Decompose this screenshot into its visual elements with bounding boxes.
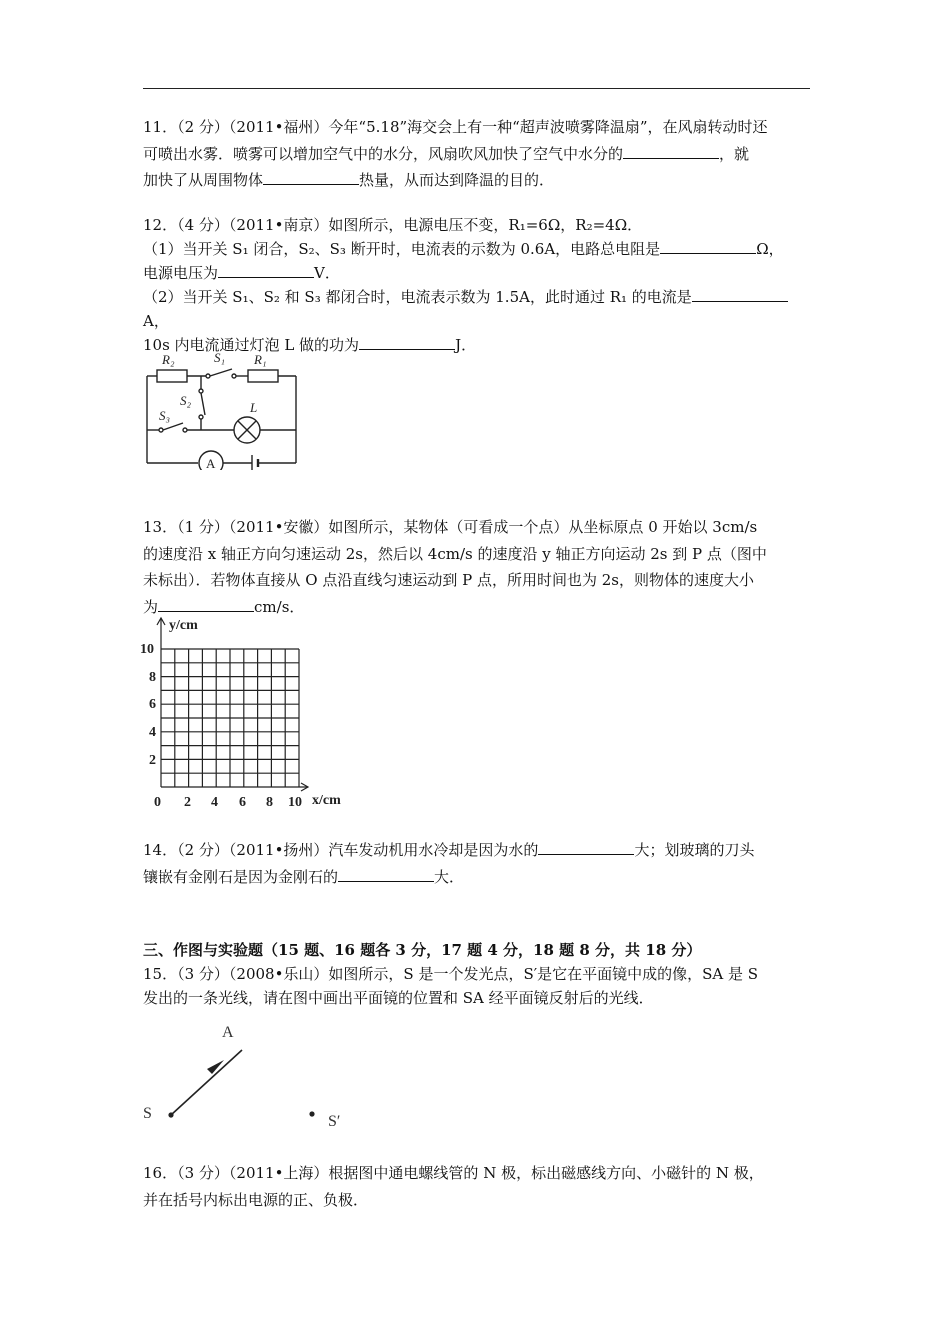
point-s <box>168 1112 173 1117</box>
label-s1: S₁ <box>214 350 226 365</box>
question-11 <box>143 114 811 194</box>
q11-line-3: 加快了从周围物体 热量，从而达到降温的目的． <box>143 171 555 189</box>
q13-line-1: 13．（1 分）（2011•安徽）如图所示，某物体（可看成一个点）从坐标原点 0 开始以 3cm/s <box>143 518 758 536</box>
label-s2: S₂ <box>180 393 192 408</box>
y-tick-2: 2 <box>149 753 156 768</box>
x-tick-0: 0 <box>154 795 161 810</box>
q12-line-3: 电源电压为 V． <box>143 264 340 282</box>
q11-line-1: 11．（2 分）（2011•福州）今年“5.18”海交会上有一种“超声波喷雾降温扇”，在风扇转动时还 <box>143 118 768 136</box>
q12-line-2: （1）当开关 S₁ 闭合，S₂、S₃ 断开时，电流表的示数为 0.6A，电路总电阻是 Ω， <box>143 240 784 258</box>
answer-blank[interactable] <box>359 335 455 350</box>
label-r1: R₁ <box>254 352 267 367</box>
resistor-r2 <box>157 370 187 382</box>
label-r2: R₂ <box>162 352 175 367</box>
section-3 <box>143 938 811 1010</box>
section-title: 三、作图与实验题（15 题、16 题各 3 分，17 题 4 分，18 题 8 分，共 18 分） <box>143 941 702 959</box>
q11-line-2: 可喷出水雾．喷雾可以增加空气中的水分，风扇吹风加快了空气中水分的 ，就 <box>143 144 750 163</box>
label-ammeter: A <box>206 456 216 470</box>
q15-line-1: 15．（3 分）（2008•乐山）如图所示，S 是一个发光点，S′是它在平面镜中成的像，SA 是 S <box>143 965 759 983</box>
y-axis-label: y/cm <box>169 618 198 633</box>
answer-blank[interactable] <box>158 597 254 612</box>
x-tick-8: 8 <box>266 795 273 810</box>
question-16 <box>143 1160 811 1213</box>
coordinate-grid <box>140 612 360 812</box>
label-lamp: L <box>250 400 258 415</box>
answer-blank[interactable] <box>692 287 788 302</box>
q12-line-5: 10s 内电流通过灯泡 L 做的功为 J． <box>143 336 477 354</box>
question-13 <box>143 514 811 620</box>
label-s: S <box>143 1105 152 1122</box>
q13-line-4: 为 cm/s． <box>143 597 305 616</box>
y-tick-8: 8 <box>149 670 156 685</box>
answer-blank[interactable] <box>538 840 634 855</box>
x-tick-10: 10 <box>288 795 302 810</box>
q16-line-1: 16．（3 分）（2011•上海）根据图中通电螺线管的 N 极，标出磁感线方向、小磁针的 N 极， <box>143 1164 764 1182</box>
x-tick-4: 4 <box>211 795 218 810</box>
q15-line-2: 发出的一条光线，请在图中画出平面镜的位置和 SA 经平面镜反射后的光线． <box>143 989 654 1007</box>
q13-line-3: 未标出）．若物体直接从 O 点沿直线匀速运动到 P 点，所用时间也为 2s，则物体的速度大小 <box>143 571 754 589</box>
answer-blank[interactable] <box>660 239 756 254</box>
y-tick-6: 6 <box>149 697 156 712</box>
answer-blank[interactable] <box>338 867 434 882</box>
x-tick-2: 2 <box>184 795 191 810</box>
y-tick-4: 4 <box>149 725 156 740</box>
resistor-r1 <box>248 370 278 382</box>
q13-line-2: 的速度沿 x 轴正方向匀速运动 2s，然后以 4cm/s 的速度沿 y 轴正方向运动 2s 到 P 点（图中 <box>143 544 767 563</box>
answer-blank[interactable] <box>263 170 359 185</box>
q12-line-1: 12．（4 分）（2011•南京）如图所示，电源电压不变，R₁=6Ω，R₂=4Ω． <box>143 216 643 234</box>
y-tick-10: 10 <box>140 642 154 657</box>
x-axis-label: x/cm <box>312 793 341 808</box>
ray-arrow-icon <box>207 1060 224 1074</box>
x-tick-6: 6 <box>239 795 246 810</box>
circuit-diagram <box>140 345 305 470</box>
label-s-prime: S′ <box>328 1113 341 1130</box>
q16-line-2: 并在括号内标出电源的正、负极． <box>143 1190 369 1209</box>
answer-blank[interactable] <box>623 144 719 159</box>
mirror-figure <box>140 1015 360 1135</box>
question-14 <box>143 837 811 890</box>
q12-line-4: （2）当开关 S₁、S₂ 和 S₃ 都闭合时，电流表示数为 1.5A，此时通过 R₁ 的电流是A， <box>143 285 811 333</box>
header-rule <box>143 88 810 89</box>
q14-line-2: 镶嵌有金刚石是因为金刚石的 大． <box>143 867 465 886</box>
label-s3: S₃ <box>159 408 171 423</box>
question-12 <box>143 213 811 357</box>
q14-line-1: 14．（2 分）（2011•扬州）汽车发动机用水冷却是因为水的 大；划玻璃的刀头 <box>143 841 755 859</box>
point-s-prime <box>309 1111 314 1116</box>
answer-blank[interactable] <box>218 263 314 278</box>
label-a: A <box>222 1024 234 1041</box>
